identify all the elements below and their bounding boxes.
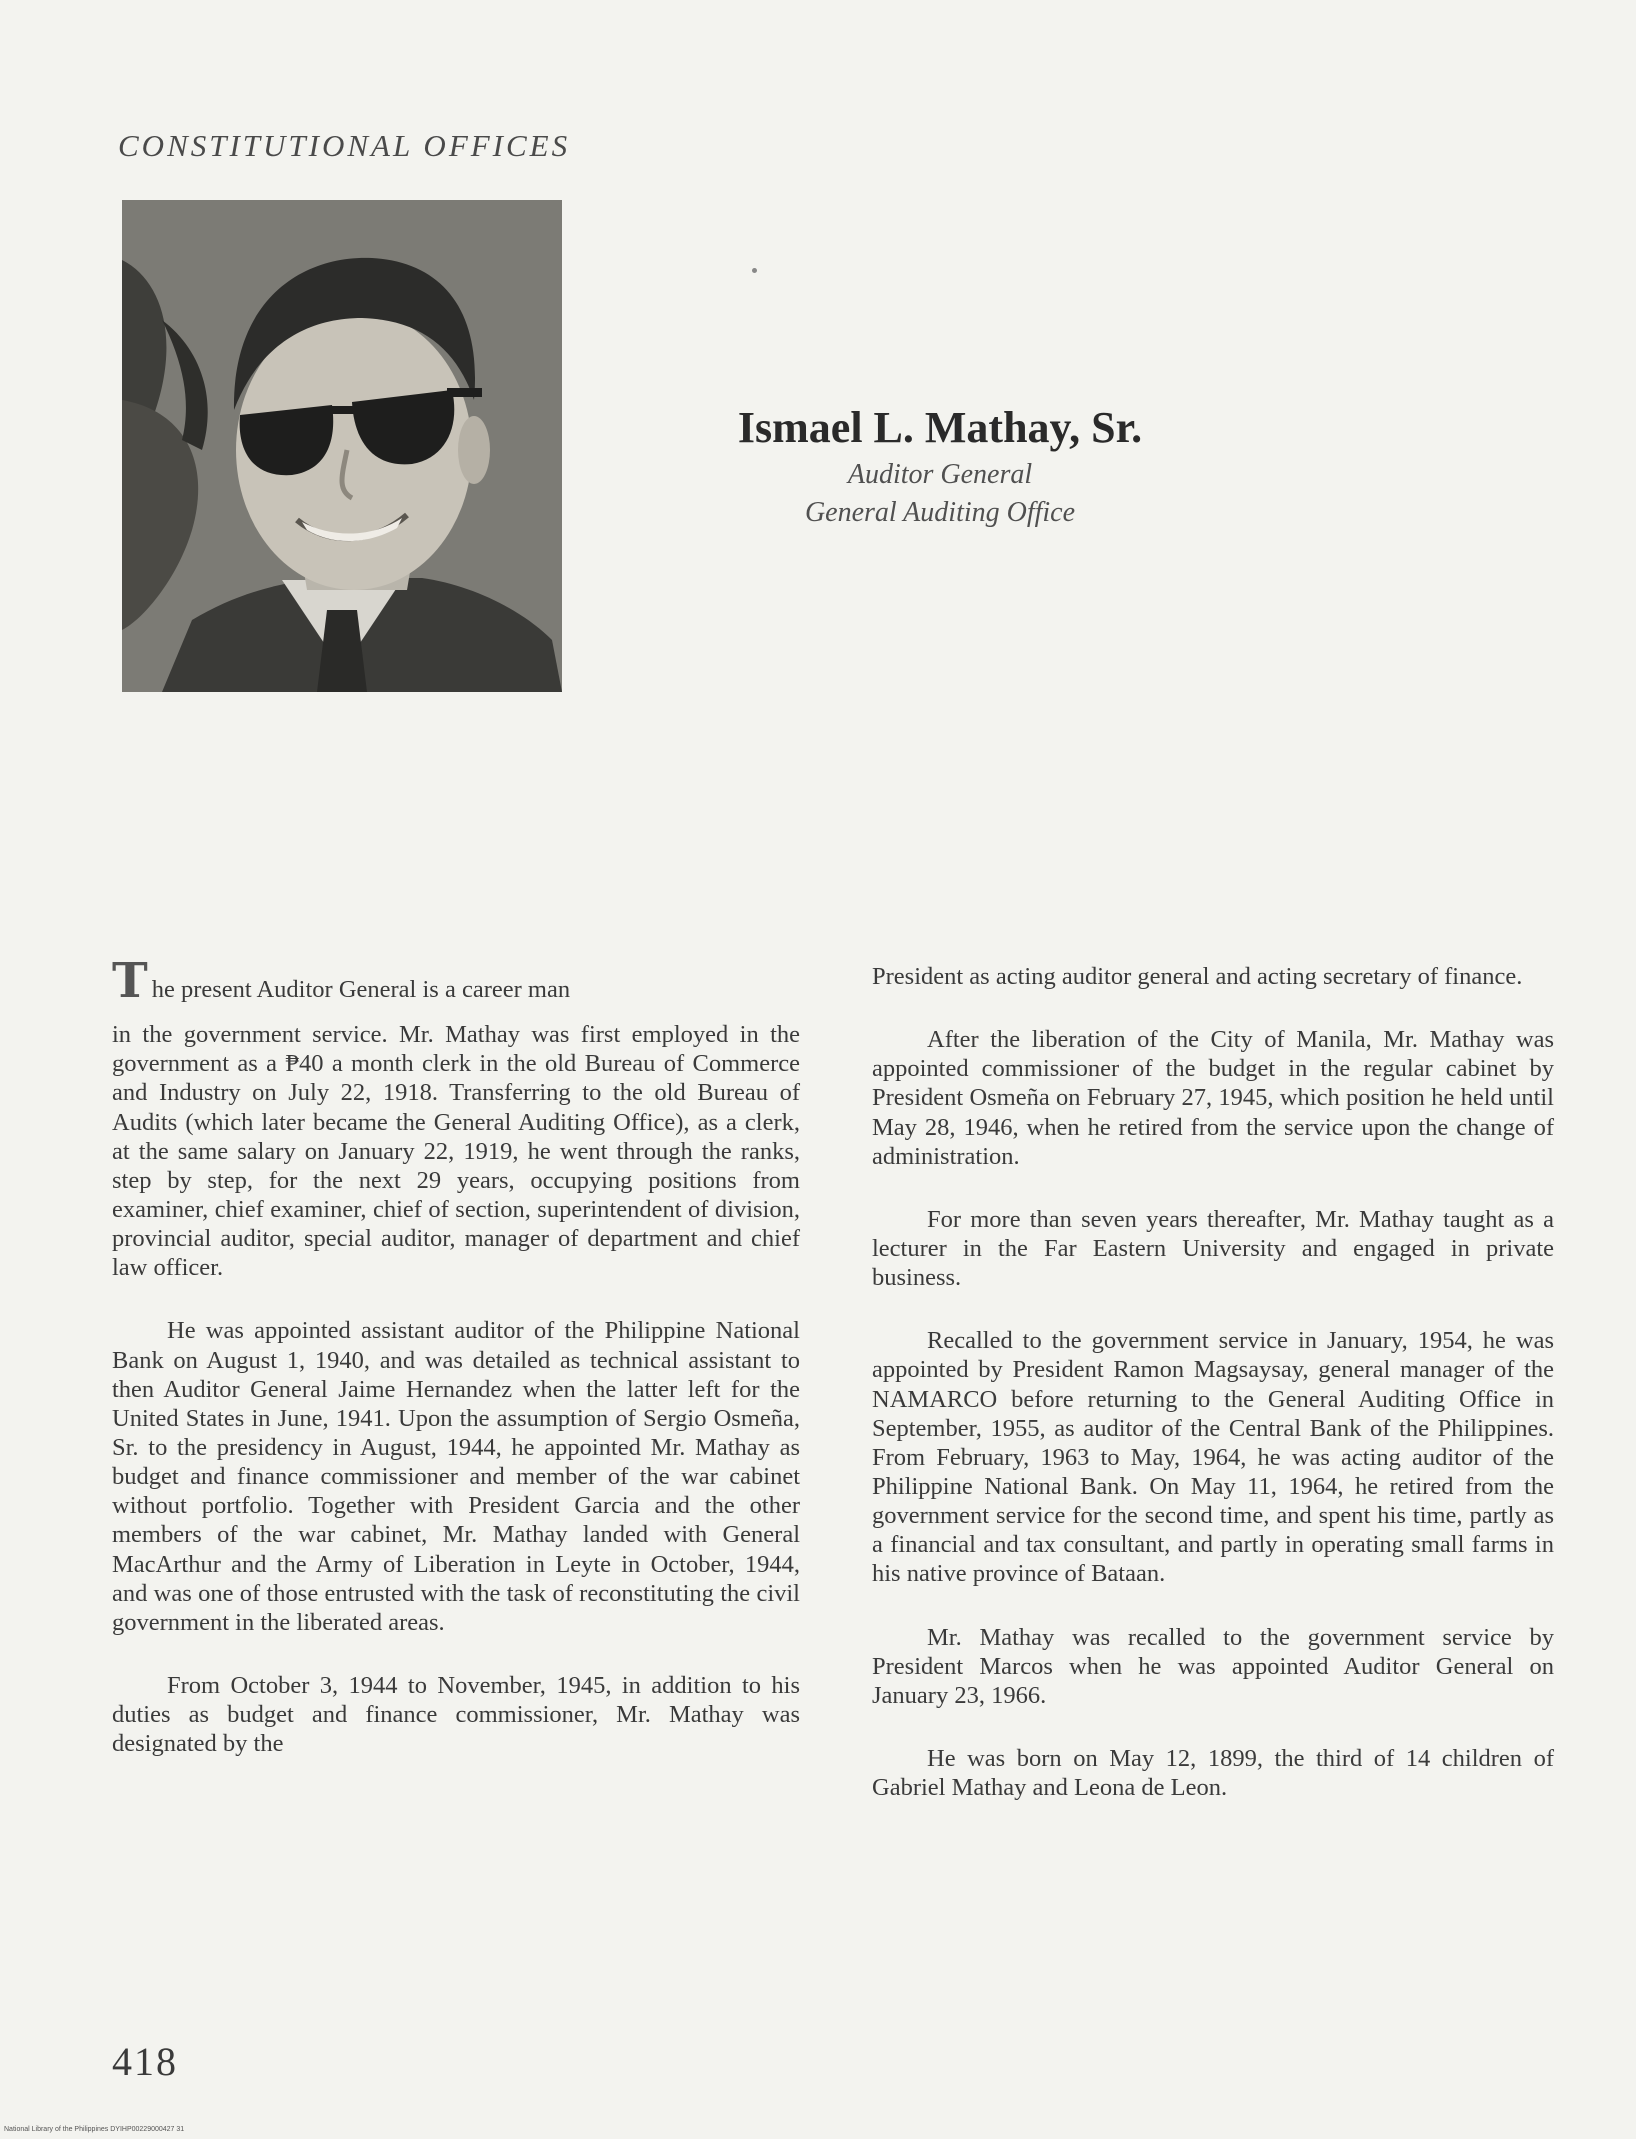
scan-footer-meta: National Library of the Philippines DYIHP00229000427 31	[4, 2126, 185, 2133]
person-office: General Auditing Office	[804, 497, 1076, 528]
paragraph-2: He was appointed assistant auditor of the Philippine National Bank on August 1, 1940, and was detailed as technical assistant to then Auditor General Jaime Hernandez when the latter left for the United States in June, 1941. Upon the assumption of Sergio Osmeña, Sr. to the presidency in August, 1944, he appointed Mr. Mathay as budget and finance commissioner and member of the war cabinet without portfolio. Together with President Garcia and the other members of the war cabinet, Mr. Mathay landed with General MacArthur and the Army of Liberation in Leyte in October, 1944, and was one of those entrusted with the task of reconstituting the civil government in the liberated areas.	[112, 1317, 800, 1636]
paragraph-5: For more than seven years thereafter, Mr. Mathay taught as a lecturer in the Far Eastern University and engaged in private business.	[872, 1205, 1554, 1292]
portrait-image	[122, 200, 562, 692]
paragraph-4: After the liberation of the City of Manila, Mr. Mathay was appointed commissioner of the budget in the regular cabinet by President Osmeña on February 27, 1945, which position he held until May 28, 1946, when he retired from the service upon the change of administration.	[872, 1026, 1554, 1170]
name-block	[660, 402, 1220, 529]
paragraph-3-continued: President as acting auditor general and acting secretary of finance.	[872, 963, 1523, 990]
paragraph-8: He was born on May 12, 1899, the third of 14 children of Gabriel Mathay and Leona de Leon.	[872, 1744, 1554, 1802]
page-number: 418	[112, 2039, 178, 2084]
body-column-right	[872, 962, 1554, 1836]
paragraph-6: Recalled to the government service in January, 1954, he was appointed by President Ramon Magsaysay, general manager of the NAMARCO before returning to the General Auditing Office in September, 1955, as auditor of the Central Bank of the Philippines. From February, 1963 to May, 1964, he was acting auditor of the Philippine National Bank. On May 11, 1964, he retired from the government service for the second time, and spent his time, partly as a financial and tax consultant, and partly in operating small farms in his native province of Bataan.	[872, 1327, 1554, 1588]
paragraph-3: From October 3, 1944 to November, 1945, in addition to his duties as budget and finance commissioner, Mr. Mathay was designated by the	[112, 1671, 800, 1758]
print-speck	[752, 268, 757, 273]
portrait-photo	[122, 200, 562, 692]
drop-cap: T	[112, 953, 148, 1009]
paragraph-1	[112, 953, 800, 1282]
section-header: CONSTITUTIONAL OFFICES	[118, 128, 571, 163]
person-title: Auditor General	[847, 459, 1033, 490]
paragraph-1-rest: in the government service. Mr. Mathay was first employed in the government as a ₱40 a month clerk in the old Bureau of Commerce and Industry on July 22, 1918. Transferring to the old Bureau of Audits (which later became the General Auditing Office), as a clerk, at the same salary on January 22, 1919, he went through the ranks, step by step, for the next 29 years, occupying positions from examiner, chief examiner, chief of section, superintendent of division, provincial auditor, special auditor, manager of department and chief law officer.	[112, 1021, 800, 1282]
person-name: Ismael L. Mathay, Sr.	[737, 403, 1143, 452]
paragraph-1-first-line-text: he present Auditor General is a career man	[151, 976, 571, 1003]
paragraph-1-first-line	[112, 953, 571, 1009]
paragraph-7: Mr. Mathay was recalled to the government service by President Marcos when he was appointed Auditor General on January 23, 1966.	[872, 1623, 1554, 1709]
body-column-left	[112, 953, 800, 1792]
